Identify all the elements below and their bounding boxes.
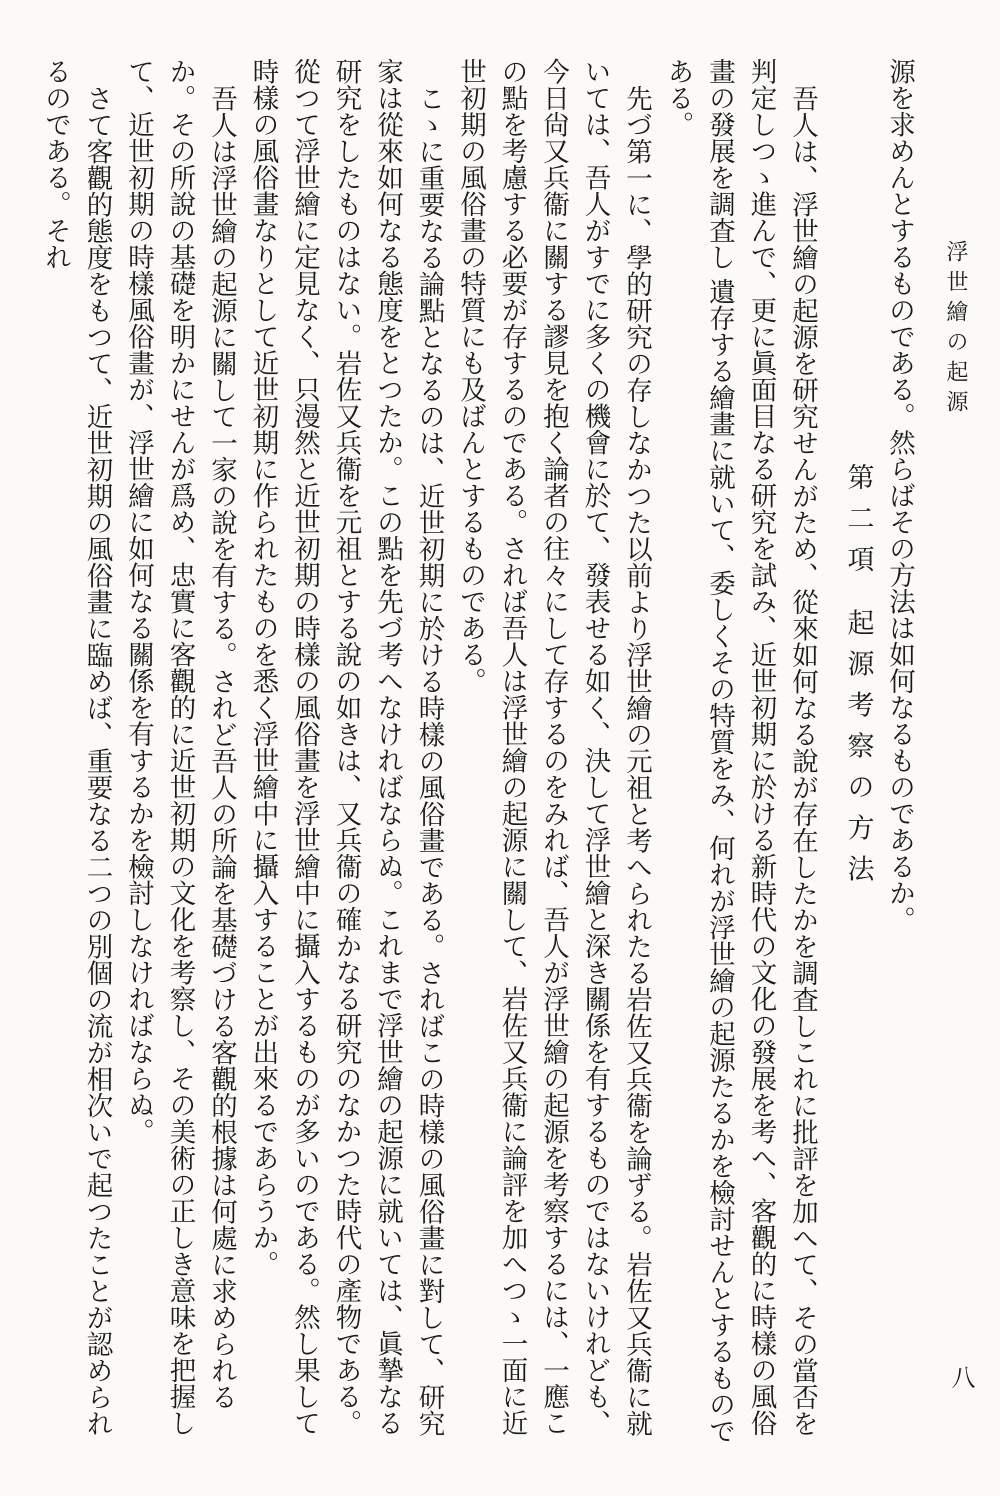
- page-number: 八: [947, 1365, 975, 1389]
- paragraph: 吾人は、浮世繪の起源を研究せんがため、從來如何なる說が存在したかを調査しこれに批評を加へて、その當否を判定しつゝ進んで、更に眞面目なる研究を試み、近世初期に於ける新時代の文化の發展を考へ、客觀的に時樣の風俗畫の發展を調査し 遺存する繪畫に就いて、委しくその特質をみ、何れが浮世繪の起源たるかを檢討せんとするものである。: [662, 58, 818, 1445]
- paragraph: 先づ第一に、學的研究の存しなかつた以前より浮世繪の元祖と考へられたる岩佐又兵衞を論ずる。岩佐又兵衞に就いては、吾人がすでに多くの機會に於て、發表せる如く、決して浮世繪と深き關係を有するものではないけれども、今日尙又兵衞に關する謬見を抱く論者の往々にして存するのをみれば、吾人が浮世繪の起源を考察するには、一應この點を考慮する必要が存するのである。されば吾人は浮世繪の起源に關して、岩佐又兵衞に論評を加へつゝ一面に近世初期の風俗畫の特質にも及ばんとするものである。: [455, 58, 652, 1436]
- running-header: 浮世繪の起源: [943, 240, 968, 420]
- body-text: [35, 58, 921, 1458]
- paragraph: 吾人は浮世繪の起源に關して一家の說を有する。されど吾人の所論を基礎づける客觀的根據は何處に求められるか。その所說の基礎を明かにせんが爲め、忠實に客觀的に近世初期の文化を考察し、その美術の正しき意味を把握して、近世初期の時樣風俗畫が、浮世繪に如何なる關係を有するかを檢討しなければならぬ。: [123, 58, 237, 1436]
- paragraph-continuation: 源を求めんとするものである。然らばその方法は如何なるものであるか。: [884, 58, 915, 933]
- paragraph: こゝに重要なる論點となるのは、近世初期に於ける時樣の風俗畫である。さればこの時樣の風俗畫に對して、研究家は從來如何なる態度をとつたか。この點を先づ考へなければならぬ。これまで浮世繪の起源に就いては、眞摯なる研究をしたものはない。岩佐又兵衞を元祖とする說の如きは、又兵衞の確かなる研究のなかつた時代の產物である。從つて浮世繪に定見なく、只漫然と近世初期の時樣の風俗畫を浮世繪中に攝入するものが多いのである。然し果して時樣の風俗畫なりとして近世初期に作られたものを悉く浮世繪中に攝入することが出來るであらうか。: [247, 58, 445, 1436]
- paragraph: さて客觀的態度をもつて、近世初期の風俗畫に臨めば、重要なる二つの別個の流が相次いで起つたことが認められるのである。それ: [40, 58, 113, 1436]
- section-heading: 第二項 起源考察の方法: [842, 463, 874, 896]
